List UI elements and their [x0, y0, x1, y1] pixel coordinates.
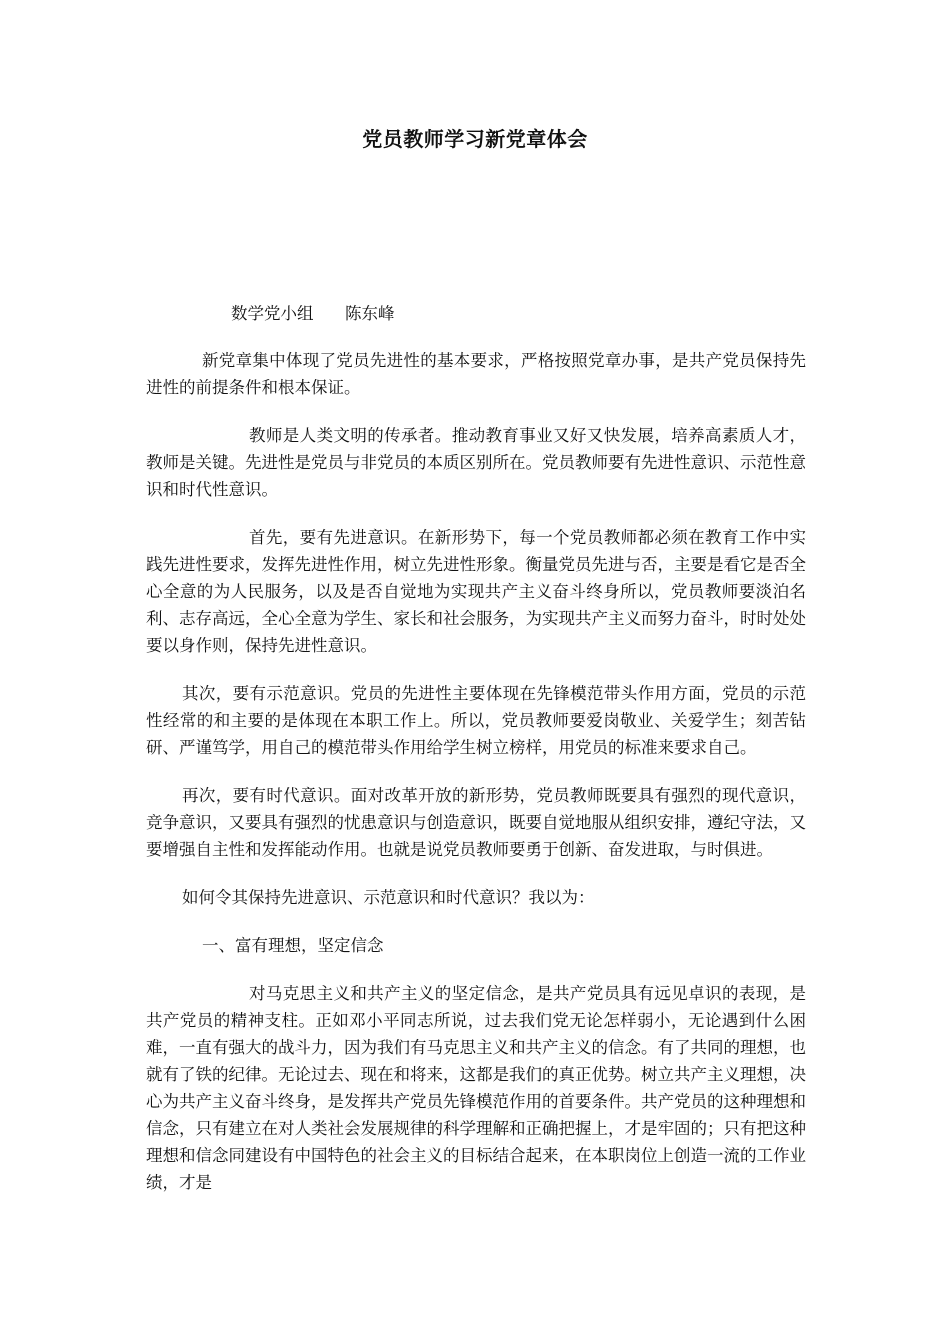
paragraph-first: 首先，要有先进意识。在新形势下，每一个党员教师都必须在教育工作中实践先进性要求，发挥先进性作用，树立先进性形象。衡量党员先进与否，主要是看它是否全心全意的为人民服务，以及是否自觉地为实现共产主义奋斗终身所以，党员教师要淡泊名利、志存高远，全心全意为学生、家长和社会服务，为实现共产主义而努力奋斗，时时处处要以身作则，保持先进性意识。: [146, 528, 806, 655]
document-body: [146, 347, 806, 1217]
paragraph-third: 再次，要有时代意识。面对改革开放的新形势，党员教师既要具有强烈的现代意识，竞争意识，又要具有强烈的忧患意识与创造意识，既要自觉地服从组织安排，遵纪守法，又要增强自主性和发挥能动作用。也就是说党员教师要勇于创新、奋发进取，与时俱进。: [146, 786, 806, 859]
document-title: 党员教师学习新党章体会: [362, 127, 588, 151]
paragraph-teacher: 教师是人类文明的传承者。推动教育事业又好又快发展，培养高素质人才，教师是关键。先进性是党员与非党员的本质区别所在。党员教师要有先进性意识、示范性意识和时代性意识。: [146, 426, 806, 499]
section-heading-1: 一、富有理想，坚定信念: [202, 936, 384, 955]
author-line: 数学党小组 陈东峰: [231, 304, 395, 323]
paragraph-intro: 新党章集中体现了党员先进性的基本要求，严格按照党章办事，是共产党员保持先进性的前提条件和根本保证。: [146, 351, 806, 397]
paragraph-question: 如何令其保持先进意识、示范意识和时代意识？我以为：: [182, 888, 595, 907]
paragraph-second: 其次，要有示范意识。党员的先进性主要体现在先锋模范带头作用方面，党员的示范性经常的和主要的是体现在本职工作上。所以，党员教师要爱岗敬业、关爱学生；刻苦钻研、严谨笃学，用自己的模范带头作用给学生树立榜样，用党员的标准来要求自己。: [146, 684, 806, 757]
paragraph-belief: 对马克思主义和共产主义的坚定信念，是共产党员具有远见卓识的表现，是共产党员的精神支柱。正如邓小平同志所说，过去我们党无论怎样弱小，无论遇到什么困难，一直有强大的战斗力，因为我们有马克思主义和共产主义的信念。有了共同的理想，也就有了铁的纪律。无论过去、现在和将来，这都是我们的真正优势。树立共产主义理想，决心为共产主义奋斗终身，是发挥共产党员先锋模范作用的首要条件。共产党员的这种理想和信念，只有建立在对人类社会发展规律的科学理解和正确把握上，才是牢固的；只有把这种理想和信念同建设有中国特色的社会主义的目标结合起来，在本职岗位上创造一流的工作业绩，才是: [146, 984, 806, 1192]
